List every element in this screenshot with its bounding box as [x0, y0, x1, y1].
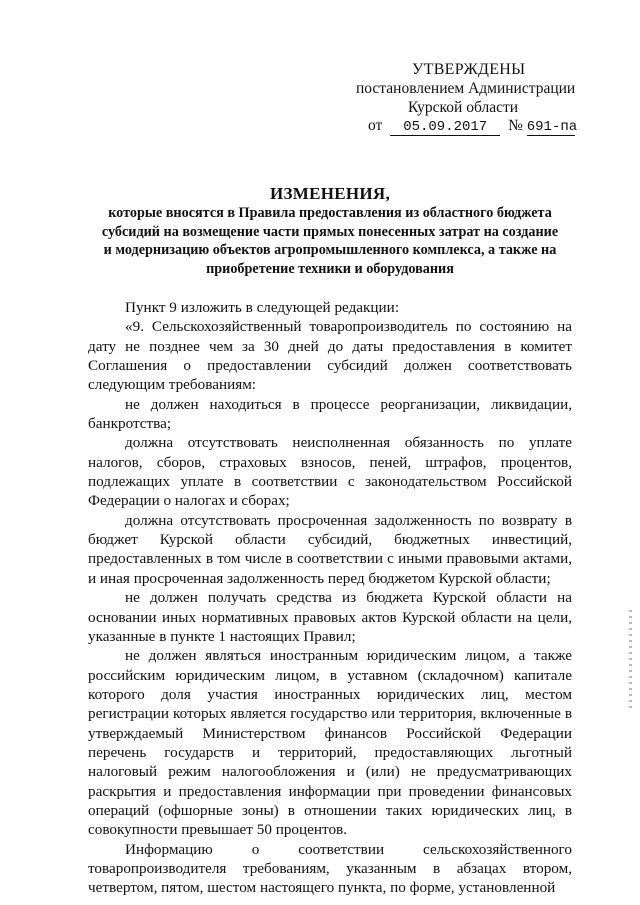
approval-number-label: № [508, 117, 523, 134]
body-paragraph: Пункт 9 изложить в следующей редакции: [125, 299, 400, 316]
approval-date-number-line [368, 116, 578, 136]
heading-subtitle-line: которые вносятся в Правила предоставления из областного бюджета [108, 205, 552, 221]
body-paragraph: должна отсутствовать просроченная задолженность по возврату в бюджет Курской области субсидий, бюджетных инвестиций, предоставленных в том числе в соответствии с иными правовыми актами, и иная просроченная задолженность перед бюджетом Курской области; [88, 511, 572, 587]
heading-subtitle-line: субсидий на возмещение части прямых понесенных затрат на создание [101, 223, 559, 240]
body-paragraph: не должен получать средства из бюджета Курской области на основании иных нормативных правовых актов Курской области на цели, указанные в пункте 1 настоящих Правил; [88, 589, 572, 645]
approval-from-label: от [368, 117, 383, 134]
body-paragraph: должна отсутствовать неисполненная обязанность по уплате налогов, сборов, страховых взносов, пеней, штрафов, процентов, подлежащих уплате в соответствии с законодательством Российской Федерации о налогах и сборах; [88, 434, 572, 510]
document-body [88, 298, 572, 898]
approval-issuer-line: постановлением Администрации [356, 80, 576, 97]
approval-date: 05.09.2017 [390, 119, 500, 136]
approval-title: УТВЕРЖДЕНЫ [412, 61, 526, 78]
body-paragraph: Информацию о соответствии сельскохозяйственного товаропроизводителя требованиям, указанным в абзацах втором, четвертом, пятом, шестом настоящего пункта, по форме, установленной [88, 840, 572, 897]
body-paragraph: «9. Сельскохозяйственный товаропроизводитель по состоянию на дату не позднее чем за 30 дней до даты предоставления в комитет Соглашения о предоставлении субсидий должен соответствовать следующим требованиям: [88, 318, 572, 394]
heading-subtitle-line: приобретение техники и оборудования [206, 260, 454, 277]
body-paragraph: не должен являться иностранным юридическим лицом, а также российским юридическим лицом, в уставном (складочном) капитале которого доля участия иностранных юридических лиц, местом регистрации которых является государство или территория, включенные в утверждаемый Министерством финансов Российской Федерации перечень государств и территорий, предоставляющих льготный налоговый режим налогообложения и (или) не предусматривающих раскрытия и предоставления информации при проведении финансовых операций (офшорные зоны) в отношении таких юридических лиц, в совокупности превышает 50 процентов. [88, 647, 572, 839]
approval-number: 691-па [526, 119, 578, 135]
heading-title: ИЗМЕНЕНИЯ, [269, 184, 391, 203]
heading-subtitle-line: и модернизацию объектов агропромышленного комплекса, а также на [103, 242, 557, 258]
body-paragraph: не должен находиться в процессе реорганизации, ликвидации, банкротства; [88, 395, 572, 433]
approval-region-line: Курской области [408, 99, 519, 116]
scan-margin-mark [629, 610, 632, 710]
document-heading [60, 184, 600, 278]
